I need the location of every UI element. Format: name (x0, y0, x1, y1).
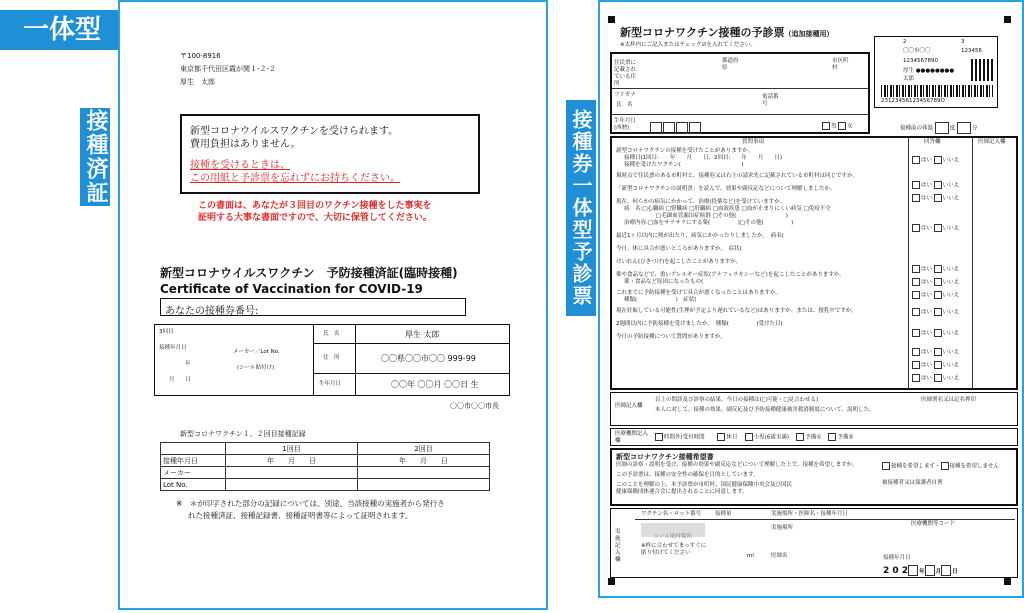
q4-disease: 病 名:□心臓病 □腎臓病 □肝臓病 □血液疾患 □血が止まりにくい病気 □免疫不全 (624, 206, 831, 212)
postal-code: 〒100-8916 (180, 52, 221, 60)
q1: 新型コロナワクチンの接種を受けたことがありますか。 (616, 148, 754, 154)
month-day-label: 月 日 (169, 377, 192, 383)
q7: けいれん(ひきつけ)を起こしたことがありますか。 (616, 259, 742, 265)
doctor-sign: 医師署名又は記名押印 (921, 397, 977, 403)
name-label: 氏 名 (616, 102, 633, 108)
certificate-title: 新型コロナウイルスワクチン 予防接種済証(臨時接種) (160, 266, 458, 280)
doctor-block (610, 392, 1018, 426)
q6: 今日、体に具合が悪いところがありますか。 症状( (616, 246, 742, 252)
q9: これまでに予防接種を受けて具合が悪くなったことはありますか。 (616, 290, 782, 296)
qr-code-icon (971, 59, 993, 81)
seal-note: ※枠に合わせてまっすぐに貼り付けてください (641, 543, 707, 556)
consent-block (610, 448, 1018, 506)
institution-label: 医療機関記入欄 (615, 431, 649, 444)
type-badge: 一体型 (0, 10, 124, 50)
consent-options[interactable]: 接種を希望します・ 接種を希望しません (882, 462, 999, 471)
barcode-icon (881, 85, 993, 97)
recipient-address: 東京都千代田区霞が関１-２-２ (180, 65, 277, 73)
questions-table (610, 136, 1018, 390)
tel-label: 電話番号 (762, 94, 779, 107)
right-vertical-tab: 接種券一体型予診票 (566, 100, 596, 316)
q8-detail: 薬・食品など原因になったもの( (624, 279, 704, 285)
footnote-1: ※ ＊が印字された部分の記録については、別途、当該接種の実施者から発行さ (176, 499, 445, 508)
answer-q7[interactable]: はい いいえ (912, 291, 959, 300)
vac-date-fields[interactable]: 2 0 2 年 月 日 (883, 566, 958, 576)
left-vertical-tab: 接種済証 (80, 108, 110, 206)
col-code: 医療機関等コード (911, 521, 956, 527)
address-label: 住 所 (323, 355, 340, 361)
preliminary-exam-form-page (598, 0, 1024, 598)
q11: 2週間以内に予防接種を受けましたか。 種類( )受けた日( (616, 321, 783, 327)
form-title: 新型コロナワクチン接種の予診票（追加接種用） (620, 26, 834, 39)
answer-q11[interactable]: はい いいえ (912, 361, 959, 370)
warning-line-1: この書面は、あなたが３回目のワクチン接種をした事実を (198, 201, 432, 211)
ticket-number-label: あなたの接種券番号: (165, 306, 259, 317)
institution-options[interactable]: 時間外(受付時間 休日 小児(6歳未満) 予備① 予備② (655, 433, 853, 442)
notice-red-1: 接種を受けるときは、 (190, 160, 290, 171)
min-label: 分 (972, 125, 978, 132)
record-label: 実施記入欄 (615, 529, 621, 563)
male-option[interactable]: 男 (831, 123, 837, 130)
doctor-name-label: 医師名 (771, 553, 788, 559)
question-list (616, 148, 904, 341)
rec-maker-label: メーカー (161, 467, 226, 479)
rec-date-1: 年 月 日 (226, 455, 358, 467)
q4: 現在、何らかの病気にかかって、治療(投薬など)を受けていますか。 (616, 199, 786, 205)
dose-label: 3回目 (159, 329, 174, 335)
vaccination-certificate-page (118, 0, 548, 610)
rec-date-2: 年 月 日 (358, 455, 490, 467)
address-value: 〇〇県〇〇市〇〇 999-99 (381, 354, 476, 363)
q2: 現時点で住民票のある市町村と、接種券又は右上の請求先に記載されている市町村は同じですか。 (616, 173, 859, 179)
ticket-no-2: 3 (961, 39, 965, 45)
answer-q3[interactable]: はい いいえ (912, 194, 959, 203)
ticket-number: 1234567890 (903, 58, 938, 64)
maker-lot-label: メーカー／Lot No. (233, 349, 280, 355)
city-code: 123456 (961, 48, 982, 54)
name-value: 厚生 太郎 (405, 330, 440, 339)
rec-lot-label: Lot No. (161, 479, 226, 491)
city-name: 〇〇市〇〇 (903, 48, 931, 54)
q9-detail: 種類( ) 症状( (624, 297, 697, 303)
answer-q9[interactable]: はい いいえ (912, 329, 959, 338)
certificate-title-en: Certificate of Vaccination for COVID-19 (160, 282, 423, 296)
person-name: 厚生 ●●●●●●●● (903, 68, 955, 74)
temperature-field[interactable] (900, 122, 978, 134)
q1-vaccine: 接種を受けたワクチン( ) (624, 162, 744, 168)
rec-date-label: 接種年月日 (161, 455, 226, 467)
address-row-label: 住民票に記載されている住所 (614, 60, 637, 87)
notice-line-1: 新型コロナウイルスワクチンを受けられます。 (190, 126, 399, 137)
q3: 「新型コロナワクチンの説明書」を読んで、効果や副反応などについて理解しましたか。 (616, 186, 836, 192)
dob-value: 〇〇年 〇〇月 〇〇日 生 (391, 380, 479, 389)
col-doctor: 医師記入欄 (978, 139, 1006, 145)
warning-line-2: 証明する大事な書面ですので、大切に保管してください。 (198, 213, 432, 223)
col-questions: 質問事項 (742, 139, 765, 145)
col-vaccine: ワクチン名・ロット番号 (641, 511, 702, 517)
vaccine-record-block (610, 508, 1018, 578)
year-label: 年 (185, 361, 191, 367)
vac-date-label: 接種年月日 (883, 555, 911, 561)
female-option[interactable]: 女 (847, 123, 853, 130)
deg-label: 度 (949, 125, 956, 132)
dose1-header: 1回目 (226, 443, 358, 455)
signature-label: 被接種者又は保護者自署 (882, 480, 943, 486)
ticket-info-box (874, 36, 998, 108)
ticket-number-box (160, 298, 466, 316)
doctor-text: 以上の問診及び診察の結果、今日の接種は(□可能・□見合わせる) (655, 397, 819, 403)
city-label: 市区町村 (832, 58, 849, 71)
consent-question: 医師の診察・説明を受け、接種の効果や副反応などについて理解した上で、接種を希望しますか。 (616, 462, 858, 468)
barcode-number: 23123456123456789O (881, 98, 945, 104)
recipient-name: 厚生 太郎 (180, 78, 215, 86)
answer-q12[interactable]: はい いいえ (912, 374, 959, 383)
q1-detail: 接種日(1回目: 年 月 日、2回目: 年 月 日) (624, 155, 782, 161)
answer-q10[interactable]: はい いいえ (912, 348, 959, 357)
answer-q1[interactable]: はい いいえ (912, 156, 959, 165)
consent-agreement: このことを理解の上、本予診票が市町村、国民健康保険中央会及び国民健康保険団体連合会に提出されることに同意します。 (616, 482, 793, 495)
col-place: 実施場所・医師名・接種年月日 (771, 511, 849, 517)
col-dose: 接種量 (715, 511, 732, 517)
dose2-header: 2回目 (358, 443, 490, 455)
pref-label: 都道府県 (722, 58, 739, 71)
answer-q6[interactable]: はい いいえ (912, 278, 959, 287)
answer-q2[interactable]: はい いいえ (912, 181, 959, 190)
furigana-label: フリガナ (614, 92, 636, 98)
institution-block (610, 428, 1018, 446)
dob-label: 生年月日 (319, 381, 342, 387)
consent-purpose: この予診票は、接種の安全性の確保を目的としています。 (616, 472, 759, 478)
answer-q8[interactable]: はい いいえ (912, 308, 959, 317)
col-answers: 回答欄 (924, 139, 941, 145)
record-title: 新型コロナワクチン１、２回目接種記録 (180, 430, 306, 438)
notice-box (180, 114, 480, 194)
prior-doses-table (160, 442, 490, 491)
q4-treatment: 治療内容:□血をサラサラにする薬( )□その他( ) (624, 220, 794, 226)
ticket-no: 2 (903, 39, 907, 45)
q12: 今日の予防接種について質問がありますか。 (616, 334, 726, 340)
q10: 現在妊娠している可能性(生理が予定より遅れているなど)はありますか。または、授乳中ですか。 (616, 308, 857, 314)
certificate-record-box (154, 324, 510, 396)
date-label: 接種年月日 (159, 345, 187, 351)
place-label: 実施場所 (771, 525, 794, 531)
seal-label: (シール貼付け) (237, 365, 275, 371)
q8: 薬や食品などで、重いアレルギー症状(アナフィラキシーなど)を起こしたことがありますか。 (616, 272, 845, 278)
answer-q5[interactable]: はい いいえ (912, 265, 959, 274)
temp-label: 接種前の体温 (900, 125, 934, 132)
ml-unit: ml (747, 553, 754, 559)
seal-area: シール貼付箇所 (641, 523, 705, 537)
doctor-label: 医師記入欄 (615, 403, 643, 409)
person-name-2: 太郎 (903, 76, 915, 82)
doctor-text-2: 本人に対して、接種の効果、副反応及び予防接種健康被害救済制度について、説明した。 (655, 407, 875, 413)
birthday-fields (650, 122, 702, 134)
name-label: 氏 名 (323, 331, 340, 337)
birth-label: 生年月日(西暦) (614, 118, 637, 131)
notice-red-2: この用紙と予診票を忘れずにお持ちください。 (190, 173, 400, 184)
consent-title: 新型コロナワクチン接種希望書 (616, 453, 714, 461)
sex-field[interactable] (822, 122, 853, 131)
q4-other: □毛細血管漏出症候群 □その他( ) (656, 213, 788, 219)
mayor-label: 〇〇市〇〇市長 (450, 402, 499, 410)
footnote-2: れた接種済証、接種記録書、接種証明書等によって証明されます。 (188, 511, 413, 520)
q5: 最近1ヶ月以内に熱が出たり、病気にかかったりしましたか。 病名( (616, 233, 784, 239)
answer-q4[interactable]: はい いいえ (912, 224, 959, 233)
form-instruction: ※太枠内にご記入またはチェック☑を入れてください。 (620, 42, 756, 48)
notice-line-2: 費用負担はありません。 (190, 139, 301, 150)
